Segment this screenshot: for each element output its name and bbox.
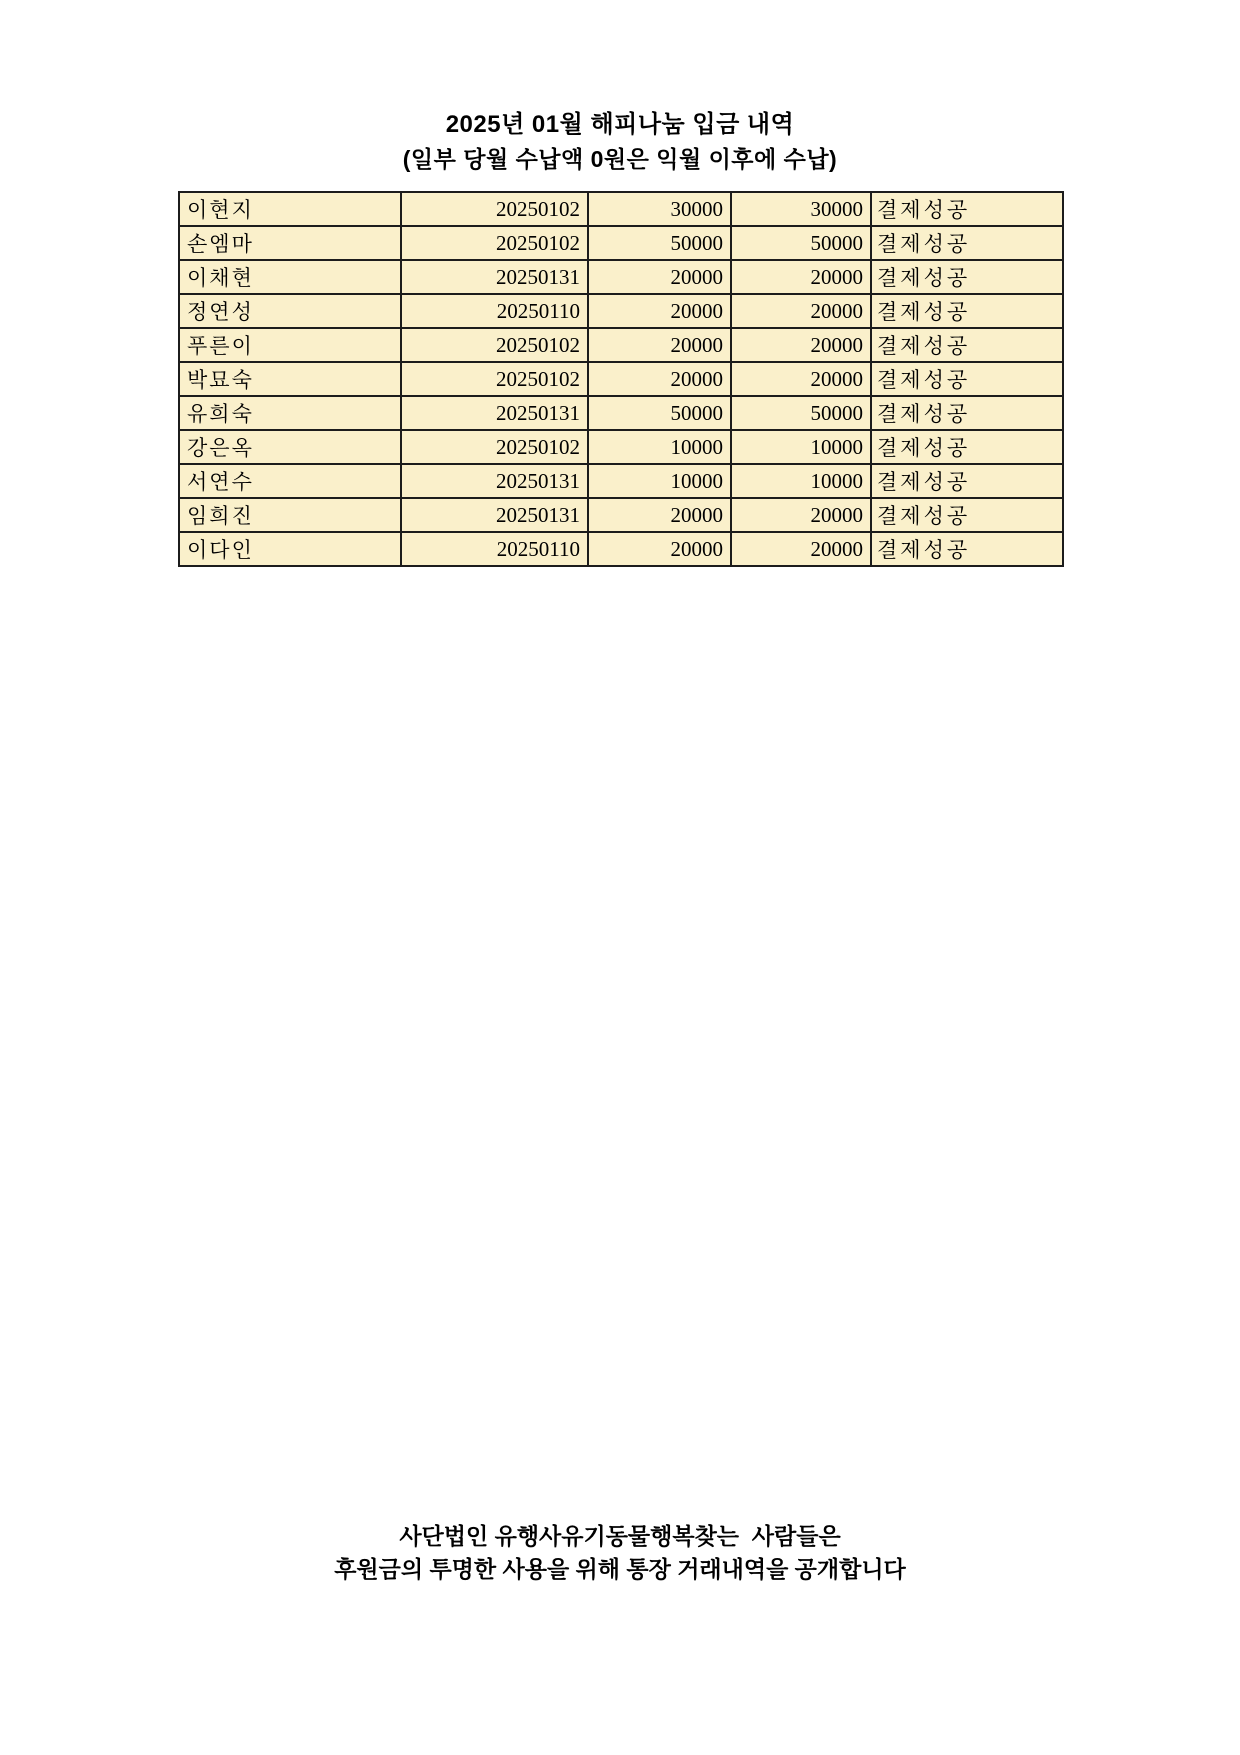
cell-status: 결제성공: [871, 498, 1063, 532]
table-row: [179, 498, 1063, 532]
cell-name: 임희진: [179, 498, 401, 532]
table-row: [179, 294, 1063, 328]
cell-status: 결제성공: [871, 260, 1063, 294]
table-row: [179, 532, 1063, 566]
cell-amount: 20000: [588, 532, 731, 566]
cell-status: 결제성공: [871, 328, 1063, 362]
cell-received-amount: 10000: [731, 430, 871, 464]
page-subtitle: (일부 당월 수납액 0원은 익월 이후에 수납): [402, 146, 838, 172]
cell-name: 손엠마: [179, 226, 401, 260]
table-row: [179, 430, 1063, 464]
cell-date: 20250102: [401, 226, 588, 260]
table-row: [179, 396, 1063, 430]
cell-status: 결제성공: [871, 464, 1063, 498]
cell-status: 결제성공: [871, 226, 1063, 260]
table-row: [179, 464, 1063, 498]
cell-date: 20250131: [401, 498, 588, 532]
footer-line-1: 사단법인 유행사유기동물행복찾는 사람들은: [399, 1523, 841, 1549]
table-row: [179, 192, 1063, 226]
cell-status: 결제성공: [871, 396, 1063, 430]
cell-received-amount: 50000: [731, 396, 871, 430]
cell-date: 20250102: [401, 362, 588, 396]
cell-received-amount: 10000: [731, 464, 871, 498]
table-row: [179, 260, 1063, 294]
cell-amount: 20000: [588, 260, 731, 294]
footer-line-2: 후원금의 투명한 사용을 위해 통장 거래내역을 공개합니다: [334, 1556, 906, 1582]
cell-date: 20250110: [401, 294, 588, 328]
cell-date: 20250102: [401, 192, 588, 226]
cell-status: 결제성공: [871, 192, 1063, 226]
cell-amount: 30000: [588, 192, 731, 226]
cell-date: 20250131: [401, 396, 588, 430]
cell-amount: 10000: [588, 430, 731, 464]
cell-date: 20250102: [401, 328, 588, 362]
cell-date: 20250102: [401, 430, 588, 464]
table-row: [179, 328, 1063, 362]
cell-amount: 20000: [588, 294, 731, 328]
cell-date: 20250110: [401, 532, 588, 566]
page-title: 2025년 01월 해피나눔 입금 내역: [445, 111, 795, 138]
document-footer: [0, 1520, 1240, 1586]
cell-amount: 10000: [588, 464, 731, 498]
cell-status: 결제성공: [871, 362, 1063, 396]
cell-received-amount: 30000: [731, 192, 871, 226]
cell-received-amount: 20000: [731, 328, 871, 362]
cell-amount: 20000: [588, 328, 731, 362]
cell-status: 결제성공: [871, 294, 1063, 328]
cell-name: 이현지: [179, 192, 401, 226]
deposit-table-body: [179, 192, 1063, 566]
cell-name: 이채현: [179, 260, 401, 294]
cell-received-amount: 20000: [731, 498, 871, 532]
cell-amount: 50000: [588, 396, 731, 430]
cell-date: 20250131: [401, 260, 588, 294]
cell-amount: 20000: [588, 362, 731, 396]
cell-received-amount: 20000: [731, 532, 871, 566]
table-row: [179, 362, 1063, 396]
cell-name: 유희숙: [179, 396, 401, 430]
cell-name: 서연수: [179, 464, 401, 498]
cell-received-amount: 20000: [731, 362, 871, 396]
cell-name: 푸른이: [179, 328, 401, 362]
table-row: [179, 226, 1063, 260]
cell-received-amount: 20000: [731, 294, 871, 328]
document-header: [0, 107, 1240, 176]
cell-name: 정연성: [179, 294, 401, 328]
cell-amount: 50000: [588, 226, 731, 260]
cell-name: 강은옥: [179, 430, 401, 464]
cell-received-amount: 20000: [731, 260, 871, 294]
deposit-table: [178, 191, 1064, 567]
cell-date: 20250131: [401, 464, 588, 498]
cell-name: 박묘숙: [179, 362, 401, 396]
cell-status: 결제성공: [871, 532, 1063, 566]
cell-amount: 20000: [588, 498, 731, 532]
cell-status: 결제성공: [871, 430, 1063, 464]
cell-name: 이다인: [179, 532, 401, 566]
cell-received-amount: 50000: [731, 226, 871, 260]
